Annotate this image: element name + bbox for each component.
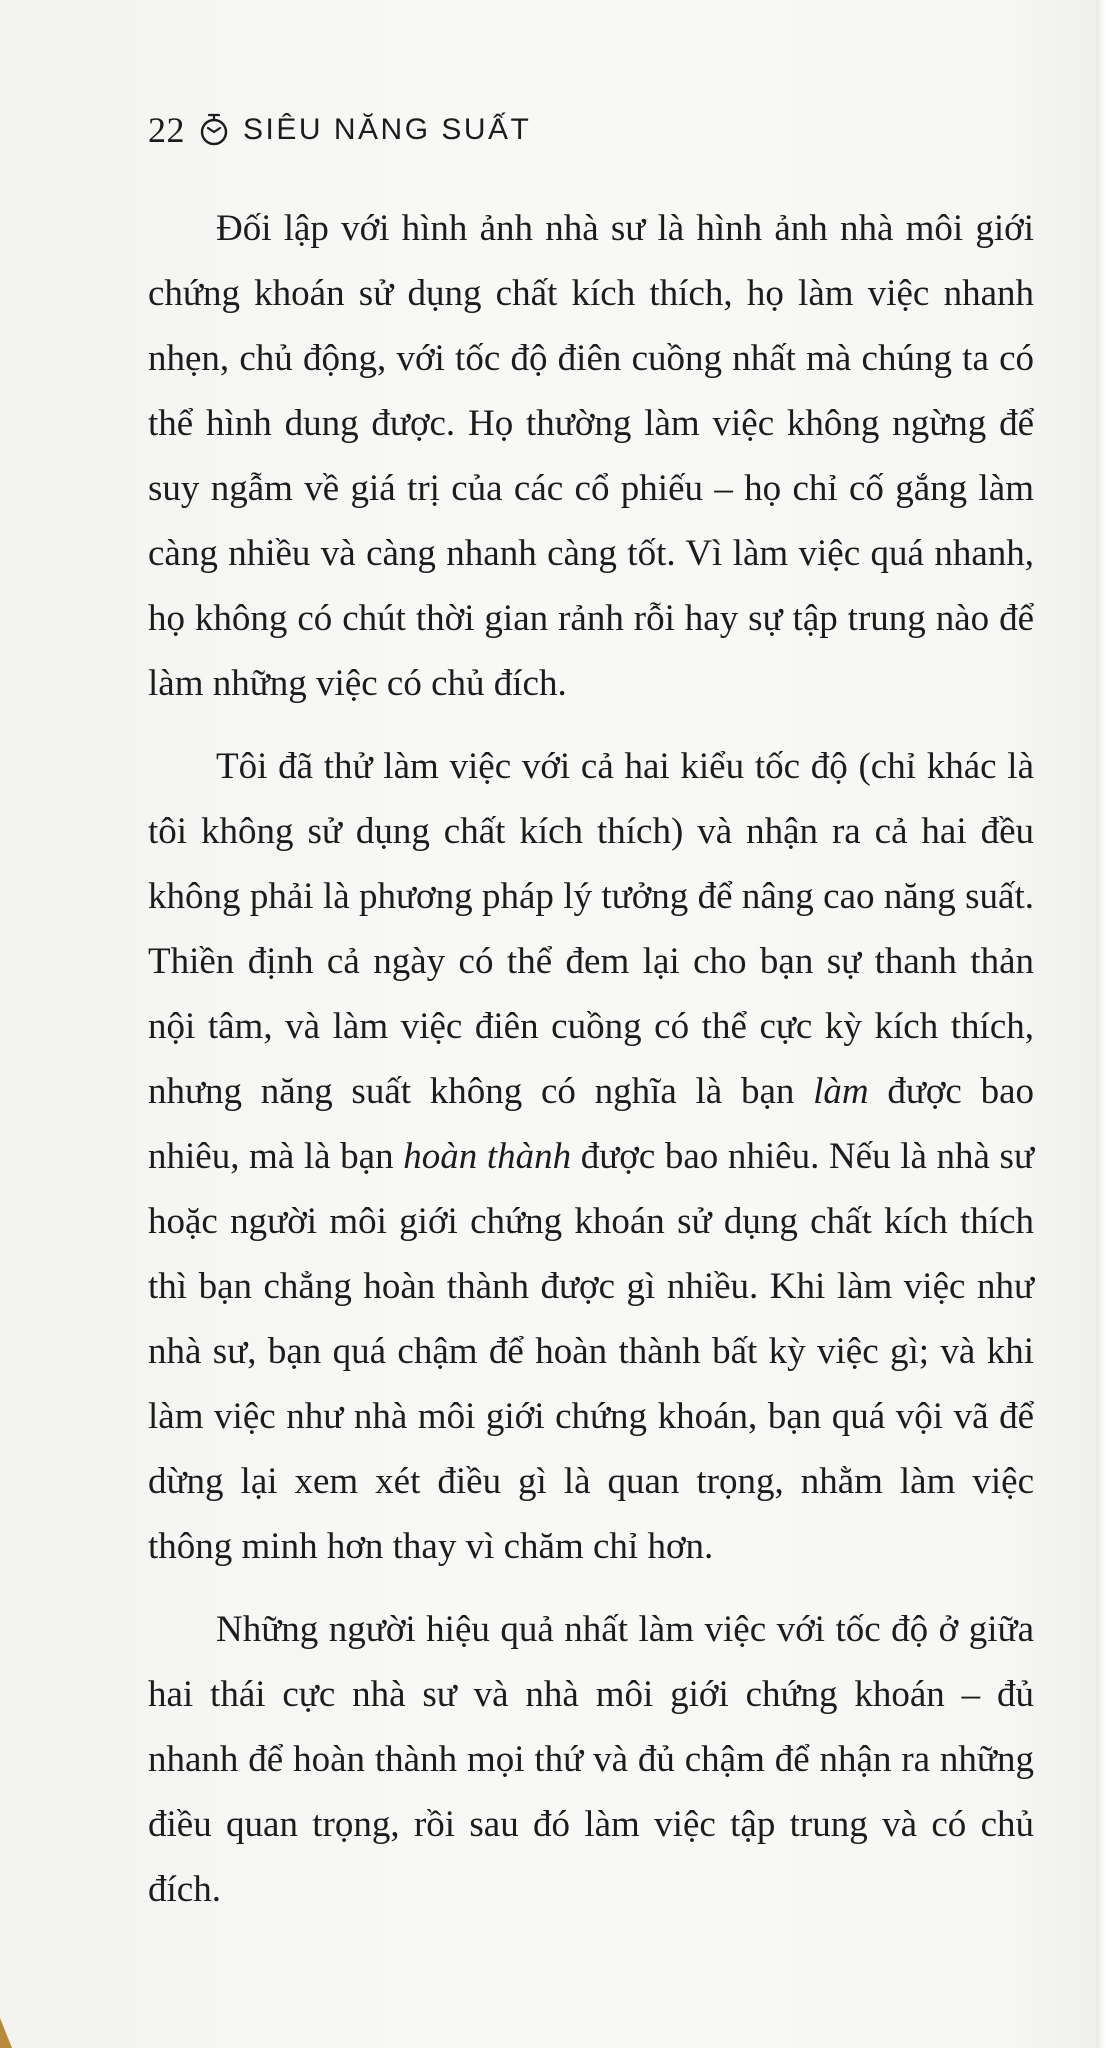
emphasis-hoan-thanh: hoàn thành — [403, 1136, 572, 1177]
paragraph-1: Đối lập với hình ảnh nhà sư là hình ảnh nhà môi giới chứng khoán sử dụng chất kích thích, họ làm việc nhanh nhẹn, chủ động, với tốc độ điên cuồng nhất mà chúng ta có thể hình dung được. Họ thường làm việc không ngừng để suy ngẫm về giá trị của các cổ phiếu – họ chỉ cố gắng làm càng nhiều và càng nhanh càng tốt. Vì làm việc quá nhanh, họ không có chút thời gian rảnh rỗi hay sự tập trung nào để làm những việc có chủ đích. — [148, 208, 1034, 704]
corner-mark — [0, 2018, 12, 2048]
clock-icon — [199, 113, 229, 147]
page-edge — [1096, 0, 1106, 2048]
paragraph-2 — [148, 734, 1034, 1579]
paragraph-3: Những người hiệu quả nhất làm việc với tốc độ ở giữa hai thái cực nhà sư và nhà môi giới chứng khoán – đủ nhanh để hoàn thành mọi thứ và đủ chậm để nhận ra những điều quan trọng, rồi sau đó làm việc tập trung và có chủ đích. — [148, 1609, 1034, 1910]
body-text — [148, 196, 1034, 1940]
paragraph-2-part-b: được bao nhiêu, mà là bạn — [148, 1071, 1034, 1177]
page-number: 22 — [148, 110, 185, 150]
paragraph-2-part-a: Tôi đã thử làm việc với cả hai kiểu tốc độ (chỉ khác là tôi không sử dụng chất kích thích) và nhận ra cả hai đều không phải là phương pháp lý tưởng để nâng cao năng suất. Thiền định cả ngày có thể đem lại cho bạn sự thanh thản nội tâm, và làm việc điên cuồng có thể cực kỳ kích thích, nhưng năng suất không có nghĩa là bạn — [148, 746, 1034, 1112]
emphasis-lam: làm — [813, 1071, 869, 1112]
running-title: SIÊU NĂNG SUẤT — [243, 113, 532, 146]
paragraph-2-part-c: được bao nhiêu. Nếu là nhà sư hoặc người môi giới chứng khoán sử dụng chất kích thích thì bạn chẳng hoàn thành được gì nhiều. Khi làm việc như nhà sư, bạn quá chậm để hoàn thành bất kỳ việc gì; và khi làm việc như nhà môi giới chứng khoán, bạn quá vội vã để dừng lại xem xét điều gì là quan trọng, nhằm làm việc thông minh hơn thay vì chăm chỉ hơn. — [148, 1136, 1035, 1567]
page-header — [148, 108, 531, 152]
